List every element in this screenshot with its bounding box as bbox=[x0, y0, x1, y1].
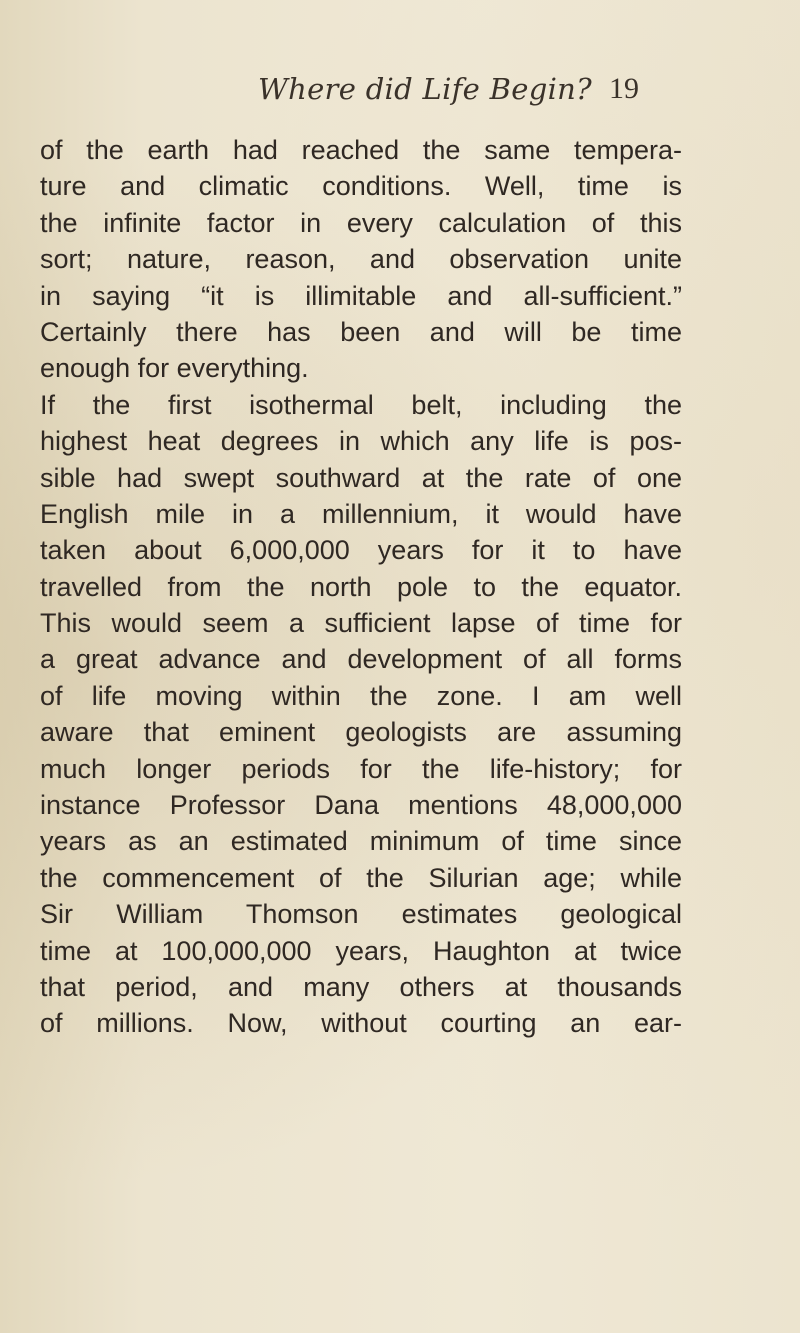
text-line: taken about 6,000,000 years for it to have bbox=[40, 535, 682, 566]
text-line: Sir William Thomson estimates geological bbox=[40, 899, 682, 930]
text-line: If the first isothermal belt, including the bbox=[40, 389, 682, 420]
text-line: of life moving within the zone. I am well bbox=[40, 680, 682, 711]
text-line: aware that eminent geologists are assuming bbox=[40, 717, 682, 748]
text-line: instance Professor Dana mentions 48,000,000 bbox=[40, 790, 682, 821]
text-line: that period, and many others at thousands bbox=[40, 971, 682, 1002]
running-title: Where did Life Begin? bbox=[258, 72, 592, 106]
body-text bbox=[40, 132, 682, 1042]
text-line: Certainly there has been and will be time bbox=[40, 316, 682, 347]
text-line: much longer periods for the life-history; for bbox=[40, 753, 682, 784]
text-line: of the earth had reached the same tempera- bbox=[40, 135, 682, 165]
page-header bbox=[0, 72, 800, 112]
text-line: ture and climatic conditions. Well, time is bbox=[40, 171, 682, 202]
text-line: enough for everything. bbox=[40, 353, 309, 384]
text-line: the infinite factor in every calculation of this bbox=[40, 207, 682, 238]
text-line: English mile in a millennium, it would have bbox=[40, 498, 682, 529]
text-line: in saying “it is illimitable and all-sufficient.” bbox=[40, 280, 682, 311]
text-line: This would seem a sufficient lapse of time for bbox=[40, 608, 682, 639]
text-line: sible had swept southward at the rate of one bbox=[40, 462, 682, 493]
text-line: years as an estimated minimum of time since bbox=[40, 826, 682, 857]
text-line: travelled from the north pole to the equator. bbox=[40, 571, 682, 602]
text-line: time at 100,000,000 years, Haughton at twice bbox=[40, 935, 682, 966]
text-line: sort; nature, reason, and observation unite bbox=[40, 244, 682, 275]
text-line: highest heat degrees in which any life is pos- bbox=[40, 426, 682, 457]
text-line: of millions. Now, without courting an ear- bbox=[40, 1008, 682, 1039]
text-line: the commencement of the Silurian age; while bbox=[40, 862, 682, 893]
text-line: a great advance and development of all forms bbox=[40, 644, 682, 675]
page-number: 19 bbox=[609, 72, 639, 105]
